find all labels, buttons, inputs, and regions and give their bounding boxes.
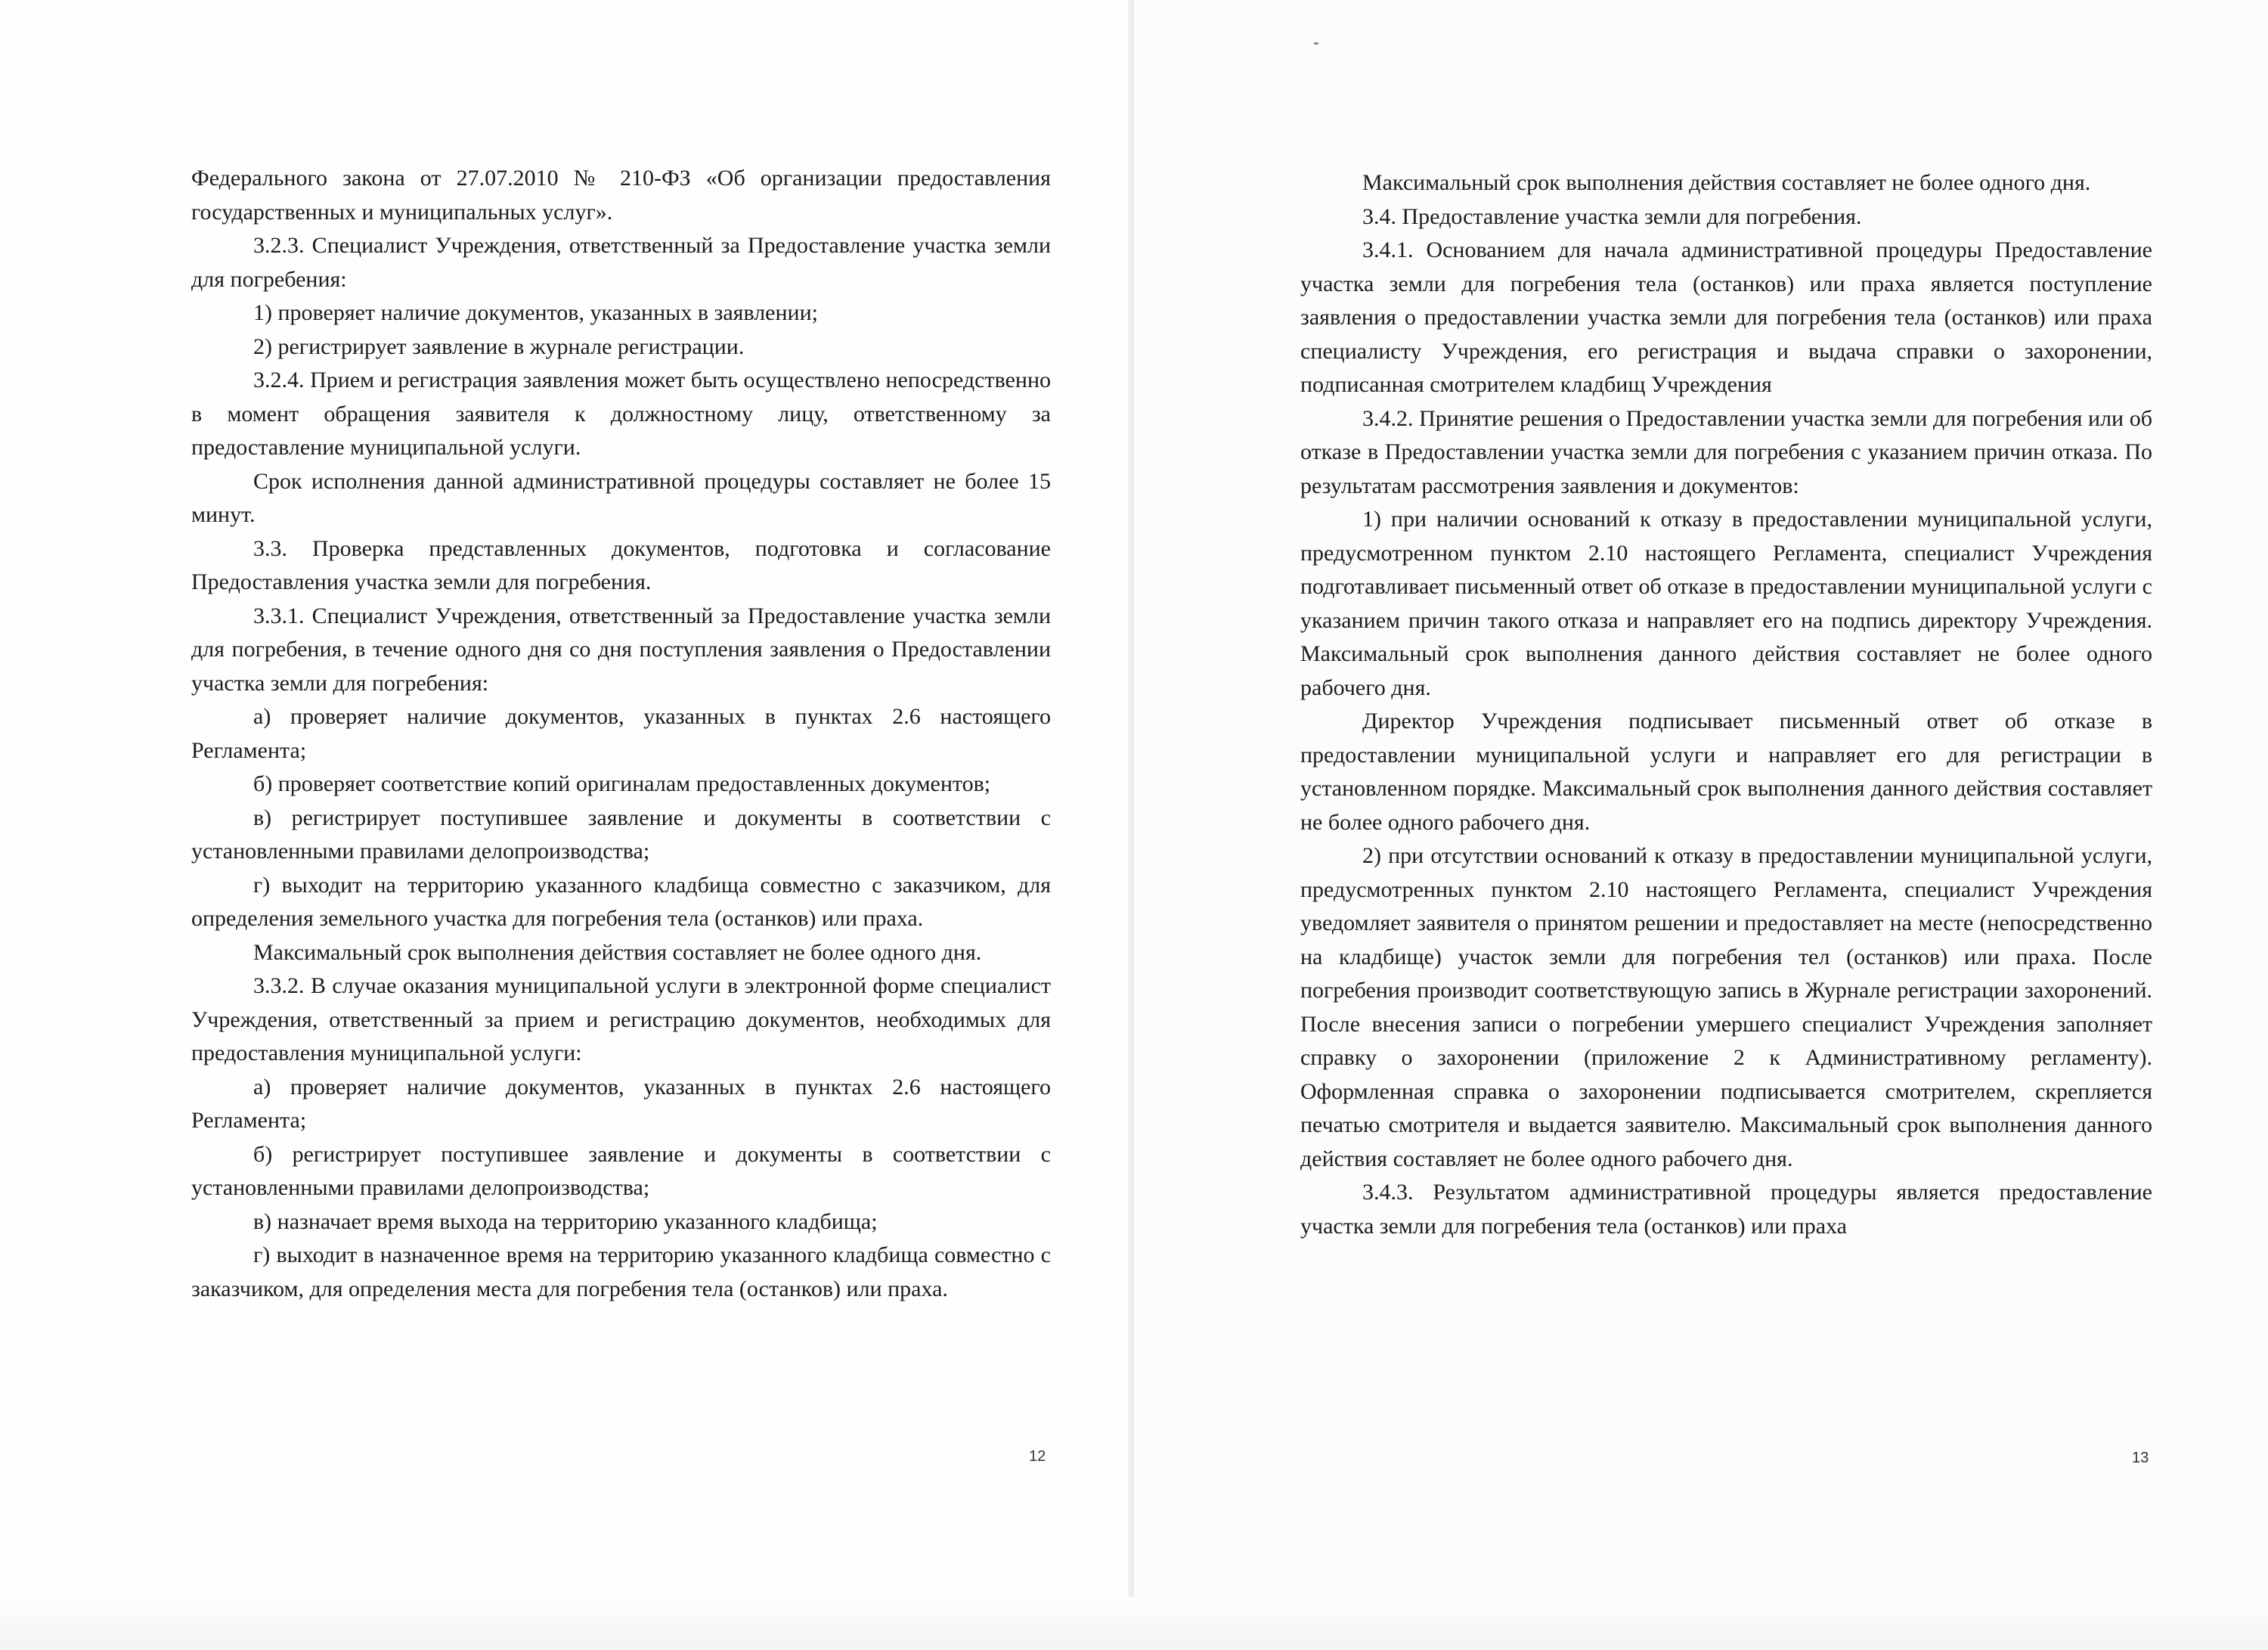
paragraph: 3.4.1. Основанием для начала административной процедуры Предоставление участка земли для погребения тела (останков) или праха является поступление заявления о предоставлении участка земли для погребения тела (останков) или праха специалисту Учреждения, его регистрация и выдача справки о захоронении, подписанная смотрителем кладбищ Учреждения [1300, 237, 2152, 397]
paragraph: 1) при наличии оснований к отказу в предоставлении муниципальной услуги, предусмотренном пунктом 2.10 настоящего Регламента, специалист Учреждения подготавливает письменный ответ об отказе в предоставлении муниципальной услуги с указанием причин такого отказа и направляет его на подпись директору Учреждения. Максимальный срок выполнения данного действия составляет не более одного рабочего дня. [1300, 507, 2152, 700]
page-12-text [191, 162, 1051, 1306]
paragraph: Срок исполнения данной административной процедуры составляет не более 15 минут. [191, 468, 1051, 527]
paragraph: Максимальный срок выполнения действия составляет не более одного дня. [253, 939, 982, 965]
paragraph: б) регистрирует поступившее заявление и документы в соответствии с установленными правилами делопроизводства; [191, 1141, 1051, 1200]
paragraph: 3.3. Проверка представленных документов, подготовка и согласование Предоставления участка земли для погребения. [191, 535, 1051, 594]
paragraph: г) выходит на территорию указанного кладбища совместно с заказчиком, для определения земельного участка для погребения тела (останков) или праха. [191, 872, 1051, 931]
paragraph: г) выходит в назначенное время на территорию указанного кладбища совместно с заказчиком, для определения места для погребения тела (останков) или праха. [191, 1242, 1051, 1301]
paragraph: 3.4.3. Результатом административной процедуры является предоставление участка земли для погребения тела (останков) или праха [1300, 1180, 2152, 1239]
page-13 [1134, 0, 2268, 1650]
page-number: 12 [1029, 1448, 1046, 1465]
paragraph: 1) проверяет наличие документов, указанных в заявлении; [253, 300, 818, 325]
page-number: 13 [2132, 1450, 2149, 1466]
paragraph: Федерального закона от 27.07.2010 № 210-ФЗ «Об организации предоставления государственных и муниципальных услуг». [191, 166, 1051, 225]
paragraph: Директор Учреждения подписывает письменный ответ об отказе в предоставлении муниципальной услуги и направляет его для регистрации в установленном порядке. Максимальный срок выполнения данного действия составляет не более одного рабочего дня. [1300, 709, 2152, 835]
paragraph: а) проверяет наличие документов, указанных в пунктах 2.6 настоящего Регламента; [191, 1074, 1051, 1133]
paragraph: б) проверяет соответствие копий оригиналам предоставленных документов; [253, 771, 991, 796]
page-13-text [1300, 166, 2152, 1243]
paragraph: 3.2.3. Специалист Учреждения, ответственный за Предоставление участка земли для погребения: [191, 233, 1051, 292]
paragraph: 2) при отсутствии оснований к отказу в предоставлении муниципальной услуги, предусмотренных пунктом 2.10 настоящего Регламента, специалист Учреждения уведомляет заявителя о принятом решении и предоставляет на месте (непосредственно на кладбище) участок земли для погребения тел (останков) или праха. После погребения производит соответствующую запись в Журнале регистрации захоронений. После внесения записи о погребении умершего специалист Учреждения заполняет справку о захоронении (приложение 2 к Административному регламенту). Оформленная справка о захоронении подписывается смотрителем, скрепляется печатью смотрителя и выдается заявителю. Максимальный срок выполнения данного действия составляет не более одного рабочего дня. [1300, 843, 2152, 1171]
paragraph: 3.4. Предоставление участка земли для погребения. [1362, 203, 1862, 229]
paragraph: Максимальный срок выполнения действия составляет не более одного дня. [1362, 170, 2091, 195]
paragraph: 3.3.1. Специалист Учреждения, ответственный за Предоставление участка земли для погребения, в течение одного дня со дня поступления заявления о Предоставлении участка земли для погребения: [191, 603, 1051, 696]
paragraph: в) назначает время выхода на территорию указанного кладбища; [253, 1208, 878, 1234]
paragraph: а) проверяет наличие документов, указанных в пунктах 2.6 настоящего Регламента; [191, 704, 1051, 763]
scan-bottom-edge [0, 1597, 2268, 1650]
paragraph: 2) регистрирует заявление в журнале регистрации. [253, 333, 745, 359]
paragraph: в) регистрирует поступившее заявление и документы в соответствии с установленными правилами делопроизводства; [191, 805, 1051, 864]
scan-speck [1314, 42, 1318, 45]
paragraph: 3.2.4. Прием и регистрация заявления может быть осуществлено непосредственно в момент обращения заявителя к должностному лицу, ответственному за предоставление муниципальной услуги. [191, 368, 1051, 460]
paragraph: 3.3.2. В случае оказания муниципальной услуги в электронной форме специалист Учреждения, ответственный за прием и регистрацию документов, необходимых для предоставления муниципальной услуги: [191, 973, 1051, 1065]
paragraph: 3.4.2. Принятие решения о Предоставлении участка земли для погребения или об отказе в Предоставлении участка земли для погребения с указанием причин отказа. По результатам рассмотрения заявления и документов: [1300, 405, 2152, 498]
